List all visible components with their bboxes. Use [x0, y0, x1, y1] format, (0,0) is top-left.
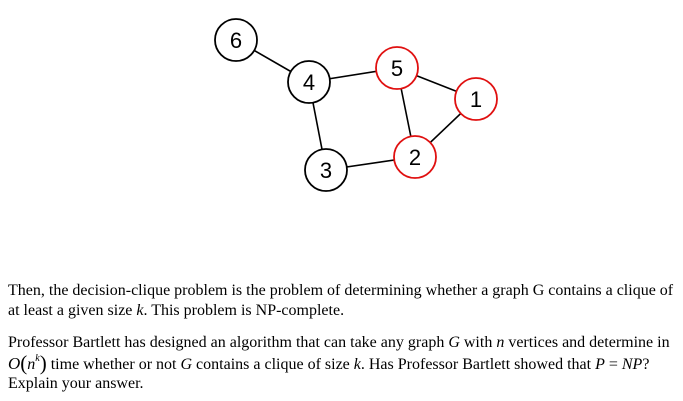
p2-text-c: vertices and determine in: [504, 334, 670, 351]
graph-edges: [236, 40, 476, 170]
paren-close: ): [39, 350, 47, 375]
p2-var-n-exp: n: [27, 355, 36, 373]
node-1-label: 1: [469, 87, 483, 112]
paren-open: (: [20, 350, 28, 375]
big-o-symbol: O: [8, 353, 21, 373]
exponent-k: k: [35, 352, 40, 364]
p2-var-G: G: [448, 334, 460, 351]
p2-var-k2: k: [353, 355, 361, 373]
paragraph-decision-clique: [8, 281, 676, 320]
node-3-label: 3: [319, 158, 333, 183]
node-1: [455, 78, 497, 120]
node-4-label: 4: [302, 70, 316, 95]
p2-text-b: with: [459, 334, 497, 351]
node-6-label: 6: [229, 28, 243, 53]
p2-var-G2: G: [180, 355, 193, 373]
node-5-label: 5: [390, 56, 404, 81]
p2-var-P: P: [595, 355, 605, 373]
node-2-label: 2: [408, 145, 422, 170]
p2-text-e: contains a clique of size: [192, 355, 354, 373]
p2-text-d: time whether or not: [46, 355, 181, 373]
p2-text-g: ? Explain your answer.: [8, 355, 650, 392]
p1-var-k: k: [136, 301, 144, 319]
node-6: [215, 19, 257, 61]
p2-var-NP: NP: [621, 355, 643, 373]
p1-text-b: . This problem is NP-complete.: [143, 301, 345, 319]
p2-text-f: . Has Professor Bartlett showed that: [360, 355, 596, 373]
paragraph-question: [8, 333, 676, 394]
node-3: [305, 149, 347, 191]
node-2: [394, 136, 436, 178]
node-5: [376, 47, 418, 89]
p2-var-n: n: [496, 334, 505, 351]
node-4: [288, 61, 330, 103]
p2-text-eq: =: [604, 355, 622, 373]
p1-text-a: Then, the decision-clique problem is the problem of determining whether a graph G contains a clique of at least a given size: [8, 282, 674, 319]
p2-text-a: Professor Bartlett has designed an algorithm that can take any graph: [8, 334, 449, 351]
